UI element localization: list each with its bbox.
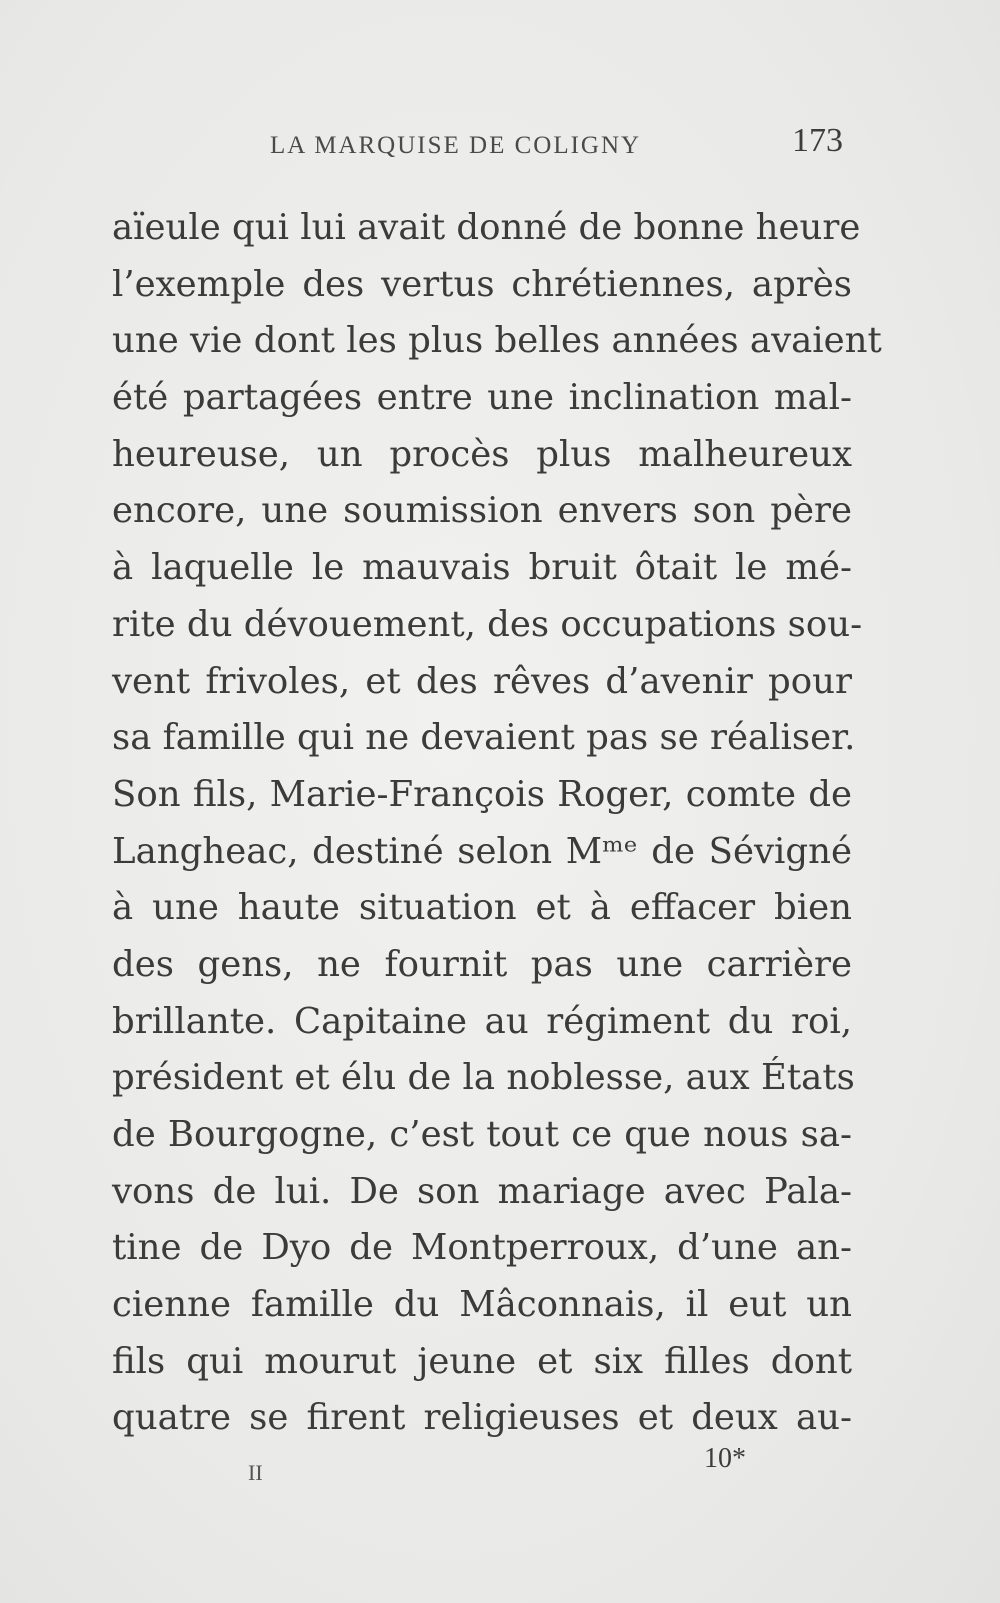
text-line: tine de Dyo de Montperroux, d’une an- xyxy=(112,1227,852,1269)
text-line: une vie dont les plus belles années avaient xyxy=(112,320,882,362)
text-line: sa famille qui ne devaient pas se réaliser. xyxy=(112,717,856,759)
signature-mark: II xyxy=(248,1460,263,1485)
text-line: à une haute situation et à effacer bien xyxy=(112,887,852,929)
text-line: Son fils, Marie-François Roger, comte de xyxy=(112,773,852,815)
text-line: à laquelle le mauvais bruit ôtait le mé- xyxy=(112,547,852,589)
page-number: 173 xyxy=(792,122,843,159)
text-line: vons de lui. De son mariage avec Pala- xyxy=(112,1170,852,1212)
text-line: quatre se firent religieuses et deux au- xyxy=(112,1397,852,1439)
text-line: président et élu de la noblesse, aux États xyxy=(112,1057,855,1099)
text-line: l’exemple des vertus chrétiennes, après xyxy=(112,263,852,305)
text-line: vent frivoles, et des rêves d’avenir pour xyxy=(112,660,852,702)
text-line: rite du dévouement, des occupations sou- xyxy=(112,603,863,645)
running-title: LA MARQUISE DE COLIGNY xyxy=(270,132,642,159)
body-text xyxy=(112,200,882,1447)
text-line: heureuse, un procès plus malheureux xyxy=(112,433,852,475)
text-line: été partagées entre une inclination mal- xyxy=(112,377,852,419)
text-line: brillante. Capitaine au régiment du roi, xyxy=(112,1000,852,1042)
text-line: cienne famille du Mâconnais, il eut un xyxy=(112,1284,852,1326)
text-line: Langheac, destiné selon Mᵐᵉ de Sévigné xyxy=(112,830,852,872)
sheet-number: 10* xyxy=(704,1443,746,1474)
text-line: encore, une soumission envers son père xyxy=(112,490,852,532)
text-line: de Bourgogne, c’est tout ce que nous sa- xyxy=(112,1114,852,1155)
text-line: des gens, ne fournit pas une carrière xyxy=(112,943,852,985)
text-line: fils qui mourut jeune et six filles dont xyxy=(112,1340,852,1382)
text-line: aïeule qui lui avait donné de bonne heure xyxy=(112,207,861,248)
